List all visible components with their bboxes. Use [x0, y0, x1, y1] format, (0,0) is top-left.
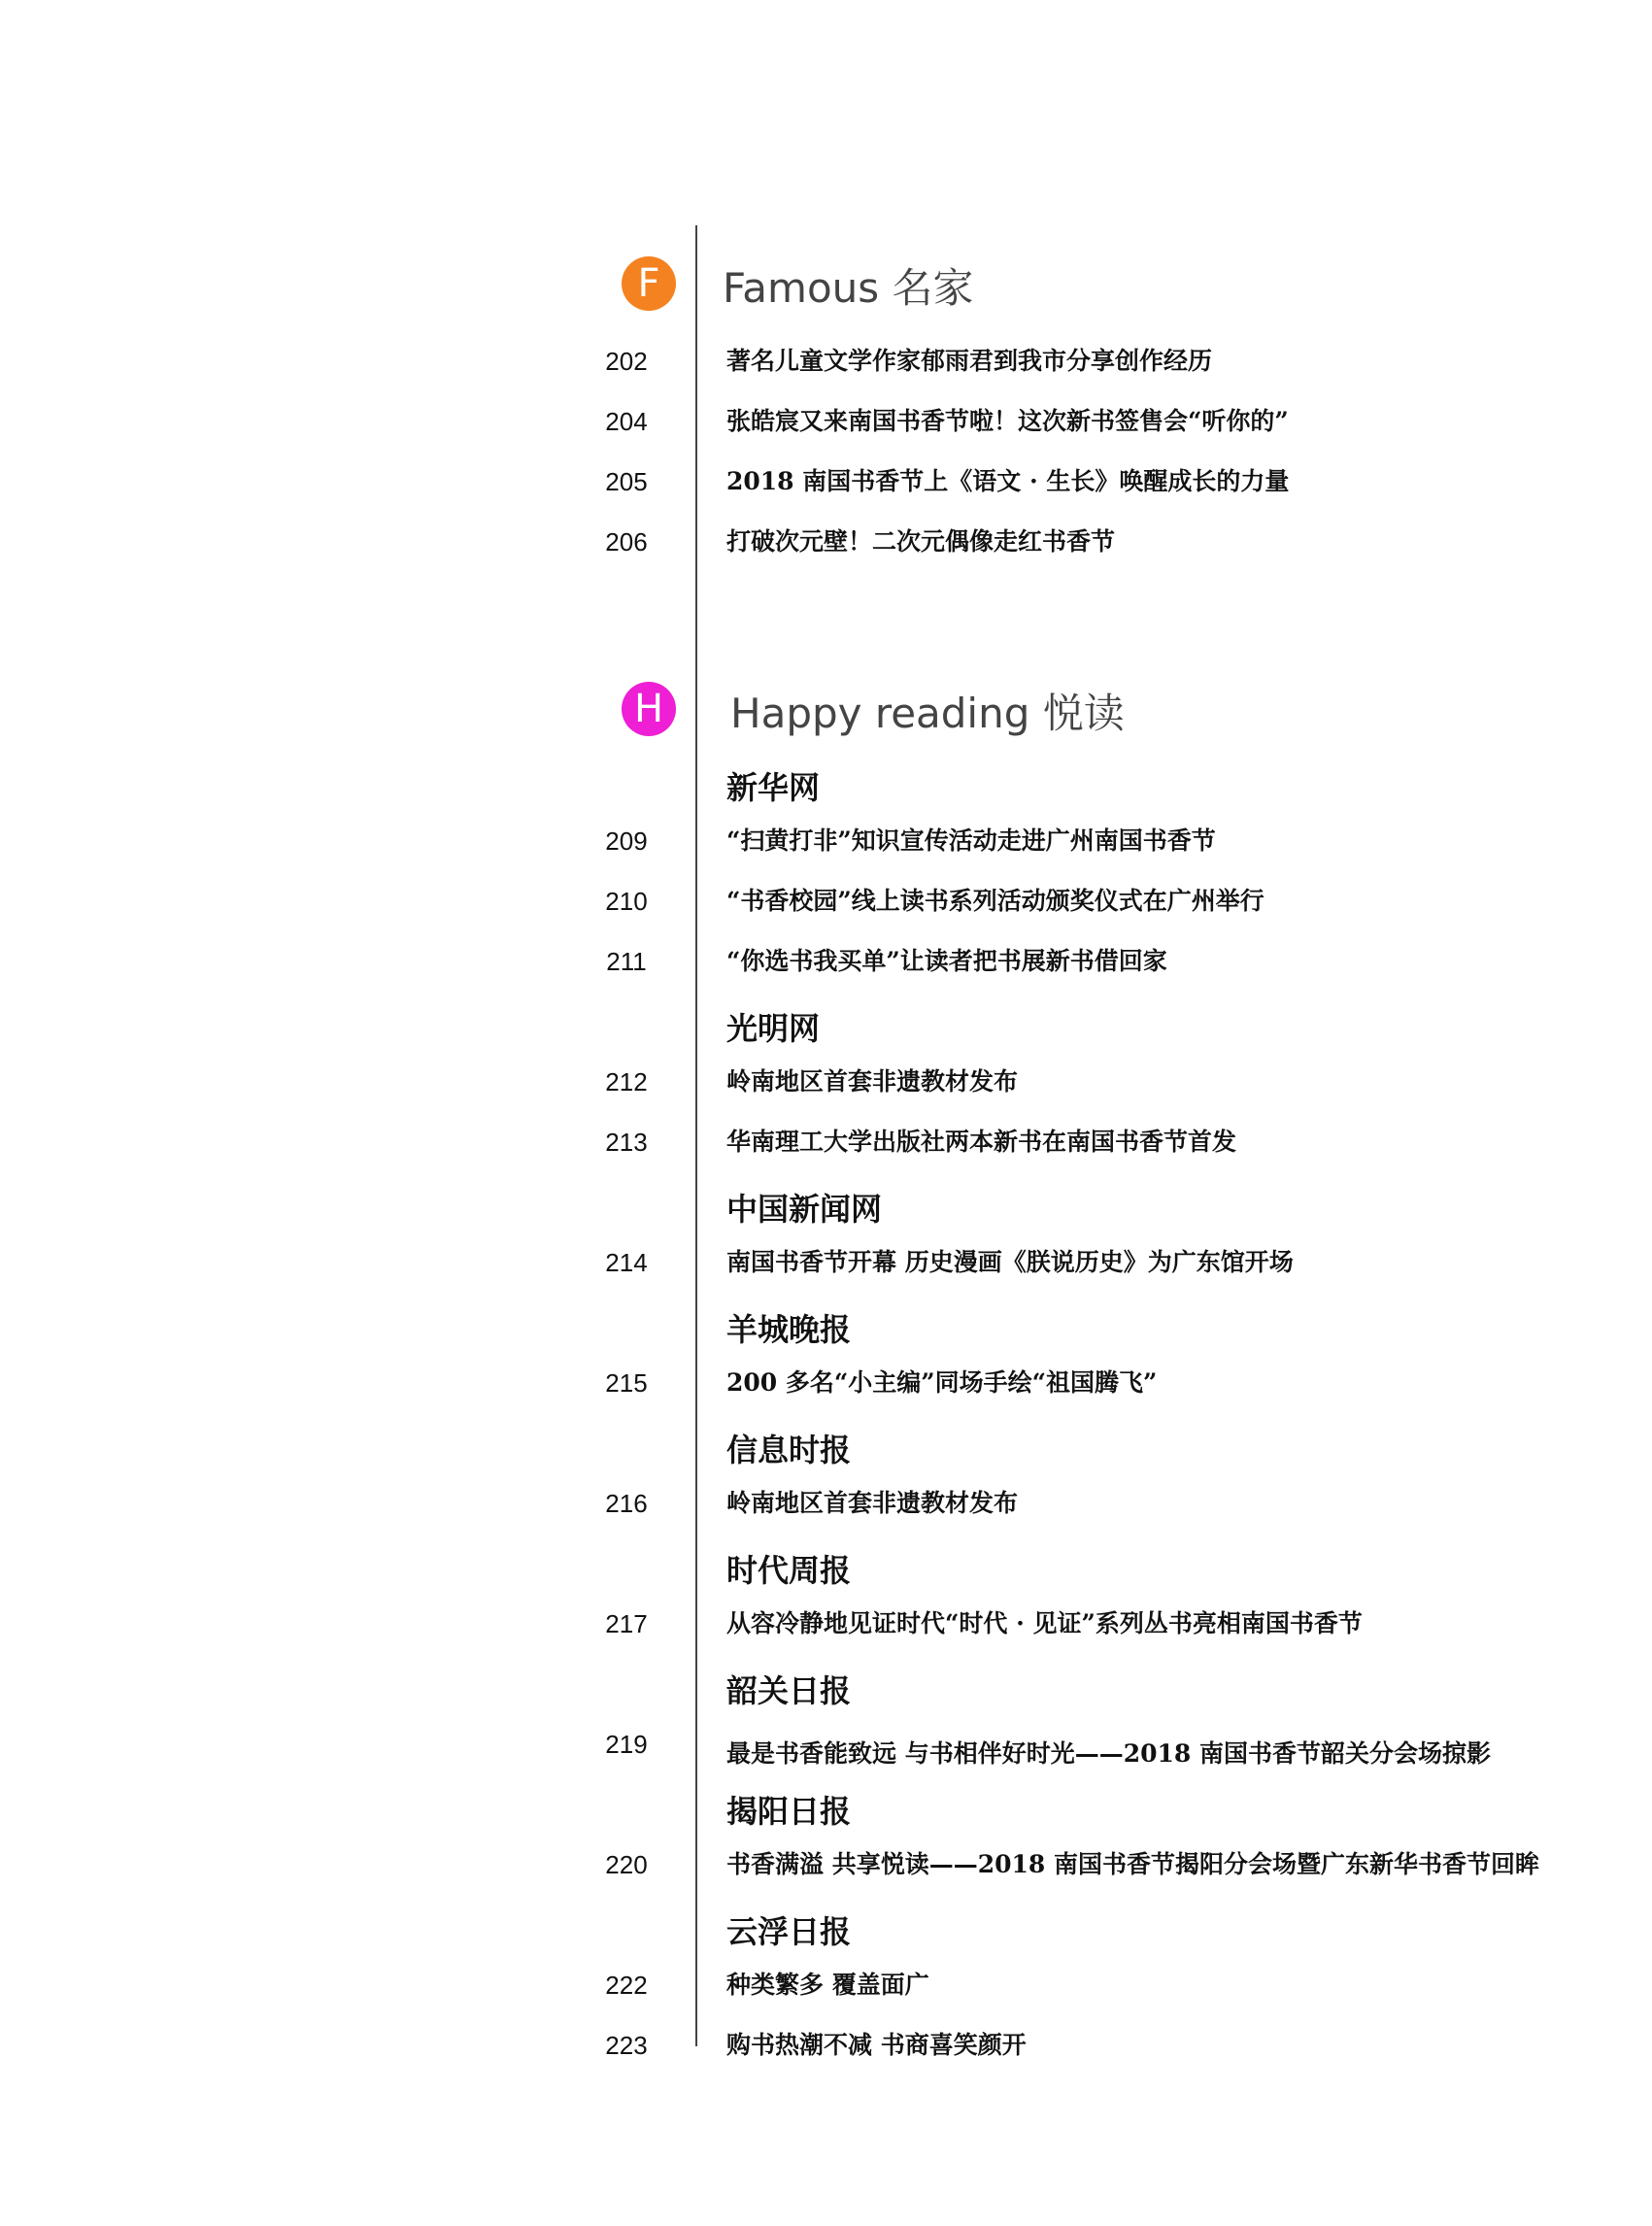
entry-title: 书香满溢 共享悦读——2018 南国书香节揭阳分会场暨广东新华书香节回眸 [726, 1850, 1539, 1878]
toc-row[interactable] [0, 342, 1652, 381]
entry-title: 岭南地区首套非遗教材发布 [726, 1067, 1019, 1096]
entry-title: 张皓宸又来南国书香节啦！这次新书签售会“听你的” [726, 407, 1289, 435]
source-heading: 揭阳日报 [726, 1793, 852, 1830]
section-title-happy-reading: Happy reading 悦读 [730, 690, 1125, 737]
source-heading: 时代周报 [726, 1552, 852, 1589]
entry-title: 著名儿童文学作家郁雨君到我市分享创作经历 [726, 347, 1213, 375]
section-title-famous: Famous 名家 [723, 264, 974, 312]
entry-title: 最是书香能致远 与书相伴好时光——2018 南国书香节韶关分会场掠影 [726, 1739, 1491, 1768]
page-number: 222 [605, 1971, 648, 2000]
source-heading: 信息时报 [726, 1432, 852, 1468]
toc-row[interactable] [0, 882, 1652, 921]
page-number: 202 [605, 347, 648, 376]
entry-title: “扫黄打非”知识宣传活动走进广州南国书香节 [726, 826, 1216, 855]
toc-row[interactable] [0, 1123, 1652, 1162]
toc-row[interactable] [0, 402, 1652, 441]
source-heading: 羊城晚报 [726, 1311, 852, 1348]
entry-title: 从容冷静地见证时代“时代 · 见证”系列丛书亮相南国书香节 [726, 1609, 1363, 1637]
entry-title: 岭南地区首套非遗教材发布 [726, 1489, 1019, 1517]
toc-row[interactable] [0, 462, 1652, 501]
toc-row[interactable] [0, 942, 1652, 981]
page-number: 214 [605, 1248, 648, 1277]
toc-row[interactable] [0, 1243, 1652, 1282]
toc-row[interactable] [0, 2026, 1652, 2065]
entry-title: 200 多名“小主编”同场手绘“祖国腾飞” [726, 1368, 1158, 1397]
toc-row[interactable] [0, 1364, 1652, 1402]
source-heading: 新华网 [726, 769, 821, 806]
source-heading: 光明网 [726, 1010, 821, 1047]
entry-title: “你选书我买单”让读者把书展新书借回家 [726, 947, 1167, 975]
entry-title: 华南理工大学出版社两本新书在南国书香节首发 [726, 1128, 1237, 1156]
source-heading: 韶关日报 [726, 1672, 852, 1709]
famous-icon: F [622, 256, 676, 311]
page-number: 209 [605, 826, 648, 856]
page-number: 217 [605, 1609, 648, 1638]
entry-title: 打破次元壁！二次元偶像走红书香节 [726, 527, 1116, 556]
source-heading: 云浮日报 [726, 1913, 852, 1950]
page-number: 206 [605, 527, 648, 556]
toc-row[interactable] [0, 523, 1652, 561]
page-number: 215 [605, 1368, 648, 1398]
entry-title: “书香校园”线上读书系列活动颁奖仪式在广州举行 [726, 887, 1264, 915]
entry-title: 南国书香节开幕 历史漫画《朕说历史》为广东馆开场 [726, 1248, 1294, 1276]
page-number: 204 [605, 407, 648, 436]
page-number: 213 [605, 1128, 648, 1157]
toc-row[interactable] [0, 1966, 1652, 2005]
toc-row[interactable] [0, 822, 1652, 860]
page-number: 223 [605, 2031, 648, 2060]
happy-reading-icon: H [622, 682, 676, 736]
page-number: 211 [606, 947, 647, 976]
toc-row[interactable] [0, 1484, 1652, 1523]
toc-row[interactable] [0, 1845, 1652, 1884]
entry-title: 2018 南国书香节上《语文 · 生长》唤醒成长的力量 [726, 467, 1290, 495]
entry-title: 种类繁多 覆盖面广 [726, 1971, 929, 1999]
page-number: 205 [605, 467, 648, 496]
page-number: 212 [605, 1067, 648, 1096]
page-number: 216 [605, 1489, 648, 1518]
toc-row[interactable] [0, 1062, 1652, 1101]
source-heading: 中国新闻网 [726, 1191, 883, 1228]
toc-row[interactable] [0, 1604, 1652, 1643]
entry-title: 购书热潮不减 书商喜笑颜开 [726, 2031, 1027, 2059]
page-number: 220 [605, 1850, 648, 1879]
page-number: 210 [605, 887, 648, 916]
toc-row[interactable] [0, 1725, 1652, 1768]
page-number: 219 [605, 1730, 648, 1759]
